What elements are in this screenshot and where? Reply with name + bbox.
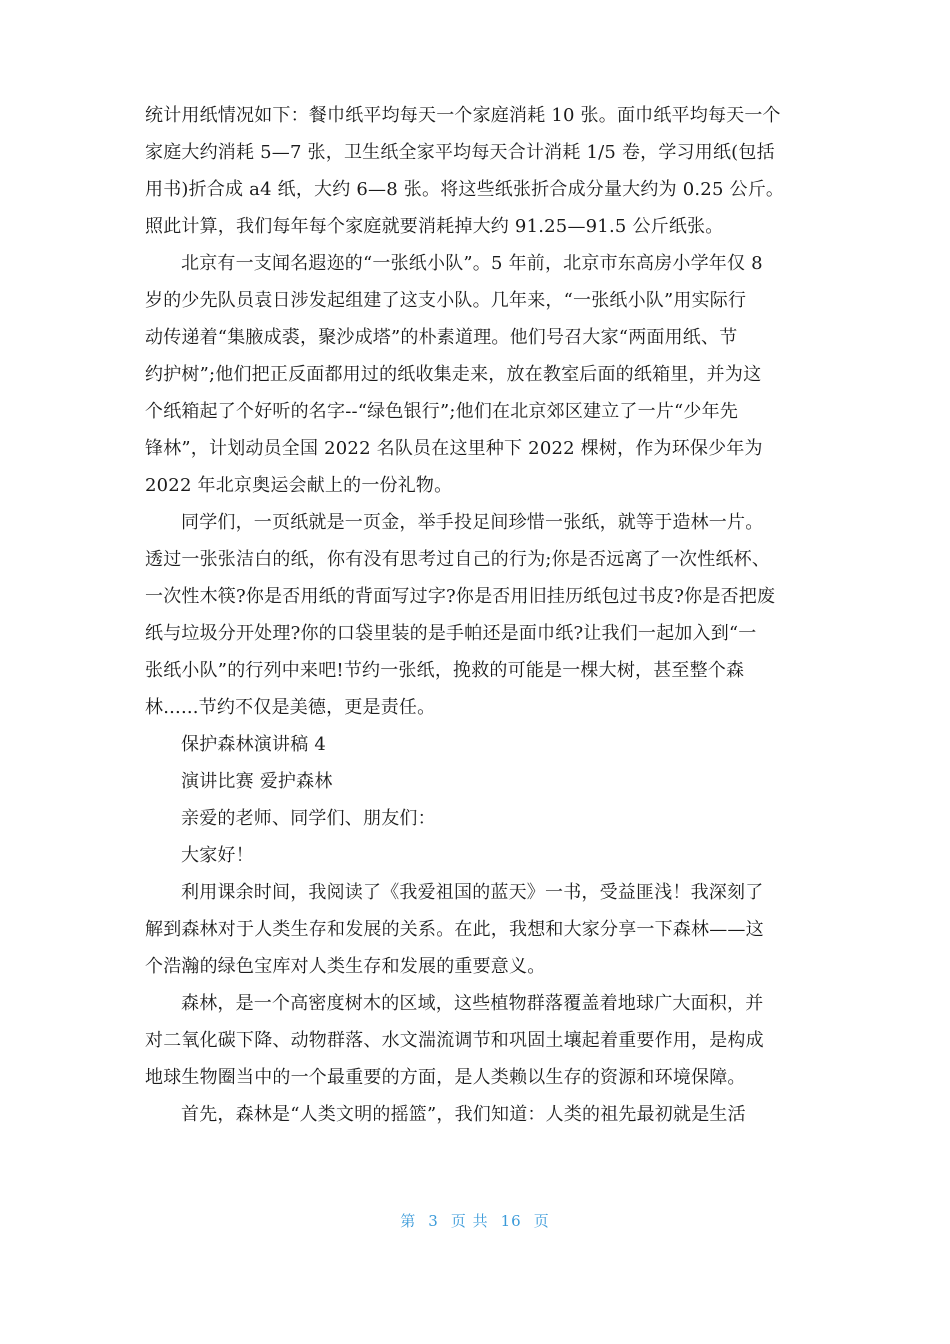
text-line: 纸与垃圾分开处理?你的口袋里装的是手帕还是面巾纸?让我们一起加入到“一 — [145, 623, 757, 644]
page-footer — [0, 1210, 950, 1231]
text-line: 个纸箱起了个好听的名字--“绿色银行”;他们在北京郊区建立了一片“少年先 — [145, 401, 739, 422]
footer-page-number: 3 — [428, 1212, 439, 1230]
paragraph — [145, 97, 805, 245]
footer-suffix: 页 — [533, 1212, 550, 1230]
paragraph — [145, 726, 805, 763]
paragraph — [145, 874, 805, 985]
text-line: 林......节约不仅是美德，更是责任。 — [145, 697, 436, 718]
text-line: 张纸小队”的行列中来吧!节约一张纸，挽救的可能是一棵大树，甚至整个森 — [145, 660, 745, 681]
text-line: 首先，森林是“人类文明的摇篮”，我们知道：人类的祖先最初就是生活 — [181, 1104, 746, 1125]
paragraph — [145, 1096, 805, 1133]
text-line: 照此计算，我们每年每个家庭就要消耗掉大约 91.25—91.5 公斤纸张。 — [145, 216, 724, 237]
text-line: 统计用纸情况如下：餐巾纸平均每天一个家庭消耗 10 张。面巾纸平均每天一个 — [145, 105, 781, 126]
text-line: 演讲比赛 爱护森林 — [181, 771, 333, 792]
text-line: 亲爱的老师、同学们、朋友们： — [181, 808, 436, 829]
text-line: 北京有一支闻名遐迩的“一张纸小队”。5 年前，北京市东高房小学年仅 8 — [181, 253, 763, 274]
text-line: 森林，是一个高密度树木的区域，这些植物群落覆盖着地球广大面积，并 — [181, 993, 764, 1014]
text-line: 岁的少先队员袁日涉发起组建了这支小队。几年来，“一张纸小队”用实际行 — [145, 290, 747, 311]
text-line: 透过一张张洁白的纸，你有没有思考过自己的行为;你是否远离了一次性纸杯、 — [145, 549, 771, 570]
document-body — [145, 97, 805, 1133]
footer-prefix: 第 — [400, 1212, 417, 1230]
text-line: 利用课余时间，我阅读了《我爱祖国的蓝天》一书，受益匪浅！我深刻了 — [181, 882, 764, 903]
footer-middle: 页 共 — [450, 1212, 489, 1230]
paragraph — [145, 763, 805, 800]
text-line: 大家好！ — [181, 845, 254, 866]
paragraph — [145, 800, 805, 837]
text-line: 家庭大约消耗 5—7 张，卫生纸全家平均每天合计消耗 1/5 卷，学习用纸(包括 — [145, 142, 775, 163]
text-line: 一次性木筷?你是否用纸的背面写过字?你是否用旧挂历纸包过书皮?你是否把废 — [145, 586, 776, 607]
text-line: 2022 年北京奥运会献上的一份礼物。 — [145, 475, 453, 496]
text-line: 用书)折合成 a4 纸，大约 6—8 张。将这些纸张折合成分量大约为 0.25 公斤。 — [145, 179, 785, 200]
paragraph — [145, 985, 805, 1096]
paragraph — [145, 837, 805, 874]
text-line: 锋林”，计划动员全国 2022 名队员在这里种下 2022 棵树，作为环保少年为 — [145, 438, 763, 459]
footer-total-pages: 16 — [500, 1212, 522, 1230]
text-line: 对二氧化碳下降、动物群落、水文湍流调节和巩固土壤起着重要作用，是构成 — [145, 1030, 764, 1051]
text-line: 约护树”;他们把正反面都用过的纸收集走来，放在教室后面的纸箱里，并为这 — [145, 364, 762, 385]
text-line: 保护森林演讲稿 4 — [181, 734, 326, 755]
text-line: 动传递着“集腋成裘，聚沙成塔”的朴素道理。他们号召大家“两面用纸、节 — [145, 327, 738, 348]
paragraph — [145, 245, 805, 504]
paragraph — [145, 504, 805, 726]
text-line: 个浩瀚的绿色宝库对人类生存和发展的重要意义。 — [145, 956, 546, 977]
text-line: 同学们，一页纸就是一页金，举手投足间珍惜一张纸，就等于造林一片。 — [181, 512, 764, 533]
text-line: 解到森林对于人类生存和发展的关系。在此，我想和大家分享一下森林——这 — [145, 919, 764, 940]
text-line: 地球生物圈当中的一个最重要的方面，是人类赖以生存的资源和环境保障。 — [145, 1067, 746, 1088]
